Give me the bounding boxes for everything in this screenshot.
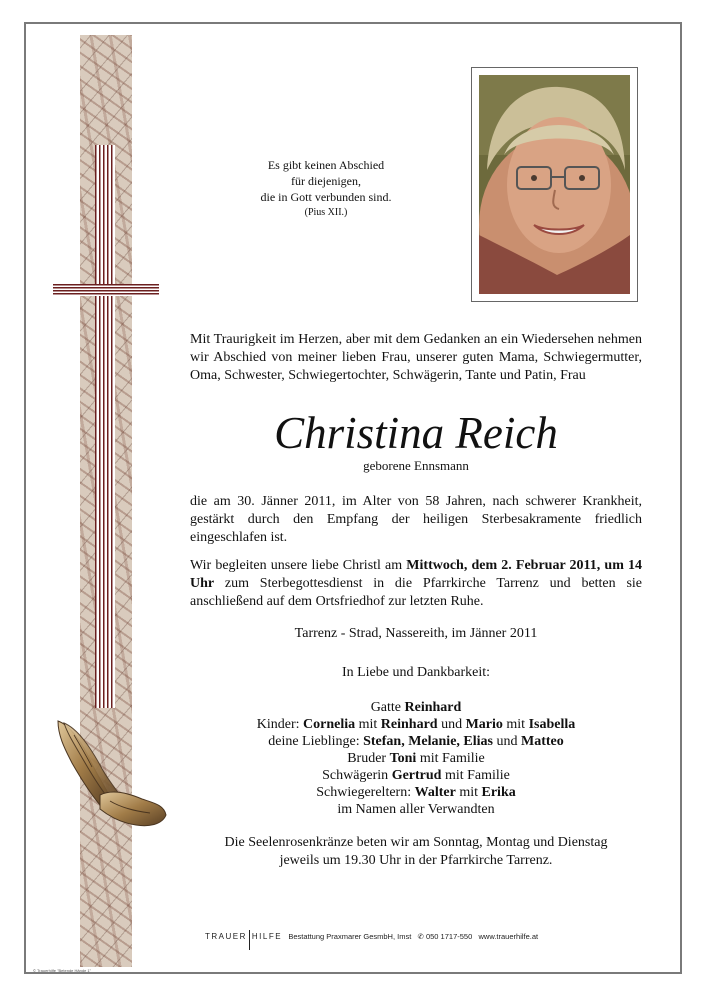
footer-logo (205, 932, 282, 941)
footer-logo-part: HILFE (251, 932, 283, 941)
quote-line: Es gibt keinen Abschied (267, 158, 385, 172)
family-text: mit Familie (441, 768, 510, 783)
family-text: mit (455, 785, 482, 800)
family-text: und (437, 717, 466, 732)
family-text: mit (502, 717, 529, 732)
footer-website[interactable]: www.trauerhilfe.at (478, 932, 539, 941)
family-text: mit (355, 717, 381, 732)
quote-line: die in Gott verbunden sind. (260, 190, 392, 204)
intro-text: Mit Traurigkeit im Herzen, aber mit dem Gedanken an ein Wiedersehen nehmen wir Abschied von meiner lieben Frau, unserer guten Mama, Schwiegermutter, Oma, Schwester, Schwiegertochter, Schwägerin, Tante und Patin, Frau (190, 332, 642, 383)
family-member: Reinhard (380, 717, 438, 732)
cross-horizontal-beam (53, 284, 159, 296)
family-member: Stefan, Melanie, Elias (363, 734, 493, 749)
portrait-photo (471, 67, 638, 302)
family-member: Isabella (528, 717, 576, 732)
rosary-line: Die Seelenrosenkränze beten wir am Sonntag, Montag und Dienstag (224, 835, 608, 850)
family-line (190, 733, 642, 750)
praying-hands-icon (50, 715, 170, 835)
funeral-text: Wir begleiten unsere liebe Christl am (190, 558, 407, 573)
footer-logo-divider (249, 930, 250, 950)
deceased-name: Christina Reich (274, 408, 558, 458)
family-member: Erika (481, 785, 516, 800)
funeral-notice (190, 557, 642, 611)
thanks-line: In Liebe und Dankbarkeit: (341, 665, 491, 680)
family-text: und (492, 734, 521, 749)
phone-icon: ✆ (417, 932, 424, 941)
family-text: mit Familie (416, 751, 485, 766)
footer-logo-part: TRAUER (205, 932, 247, 941)
maiden-name: geborene Ennsmann (363, 458, 469, 473)
family-text: Bruder (347, 751, 390, 766)
family-line (190, 750, 642, 767)
family-member: Reinhard (404, 700, 462, 715)
footer-phone: 050 1717-550 (425, 932, 473, 941)
family-text: deine Lieblinge: (268, 734, 364, 749)
place-date: Tarrenz - Strad, Nassereith, im Jänner 2011 (294, 626, 538, 641)
funeral-text: zum Sterbegottesdienst in die Pfarrkirche Tarrenz und betten sie anschließend auf dem Ortsfriedhof zur letzten Ruhe. (190, 576, 642, 609)
family-text: im Namen aller Verwandten (337, 802, 495, 817)
copyright-note: © Trauerhilfe "Betende Hände 1" (33, 968, 92, 973)
portrait-image (479, 75, 630, 294)
quote-line: für diejenigen, (291, 174, 361, 188)
family-text: Gatte (370, 700, 405, 715)
family-member: Mario (465, 717, 503, 732)
quote-source: (Pius XII.) (304, 207, 348, 218)
family-line (190, 784, 642, 801)
rosary-line: jeweils um 19.30 Uhr in der Pfarrkirche Tarrenz. (279, 853, 553, 868)
funeral-datetime: Mittwoch, dem 2. Februar 2011, um 14 Uhr (190, 558, 642, 591)
family-member: Walter (414, 785, 456, 800)
family-text: Kinder: (256, 717, 303, 732)
quote-block (226, 157, 426, 221)
footer-company: Bestattung Praxmarer GesmbH, Imst (288, 932, 412, 941)
cross-vertical-beam (95, 145, 115, 708)
family-line (190, 801, 642, 818)
family-list (190, 699, 642, 818)
family-text: Schwiegereltern: (316, 785, 415, 800)
family-line (190, 699, 642, 716)
death-notice: die am 30. Jänner 2011, im Alter von 58 Jahren, nach schwerer Krankheit, gestärkt durch den Empfang der heiligen Sterbesakramente friedlich eingeschlafen ist. (190, 494, 642, 545)
footer (205, 932, 539, 948)
family-line (190, 716, 642, 733)
family-member: Toni (389, 751, 417, 766)
family-member: Gertrud (391, 768, 442, 783)
family-member: Cornelia (303, 717, 356, 732)
family-line (190, 767, 642, 784)
rosary-notice (190, 834, 642, 870)
family-text: Schwägerin (322, 768, 392, 783)
family-member: Matteo (520, 734, 564, 749)
